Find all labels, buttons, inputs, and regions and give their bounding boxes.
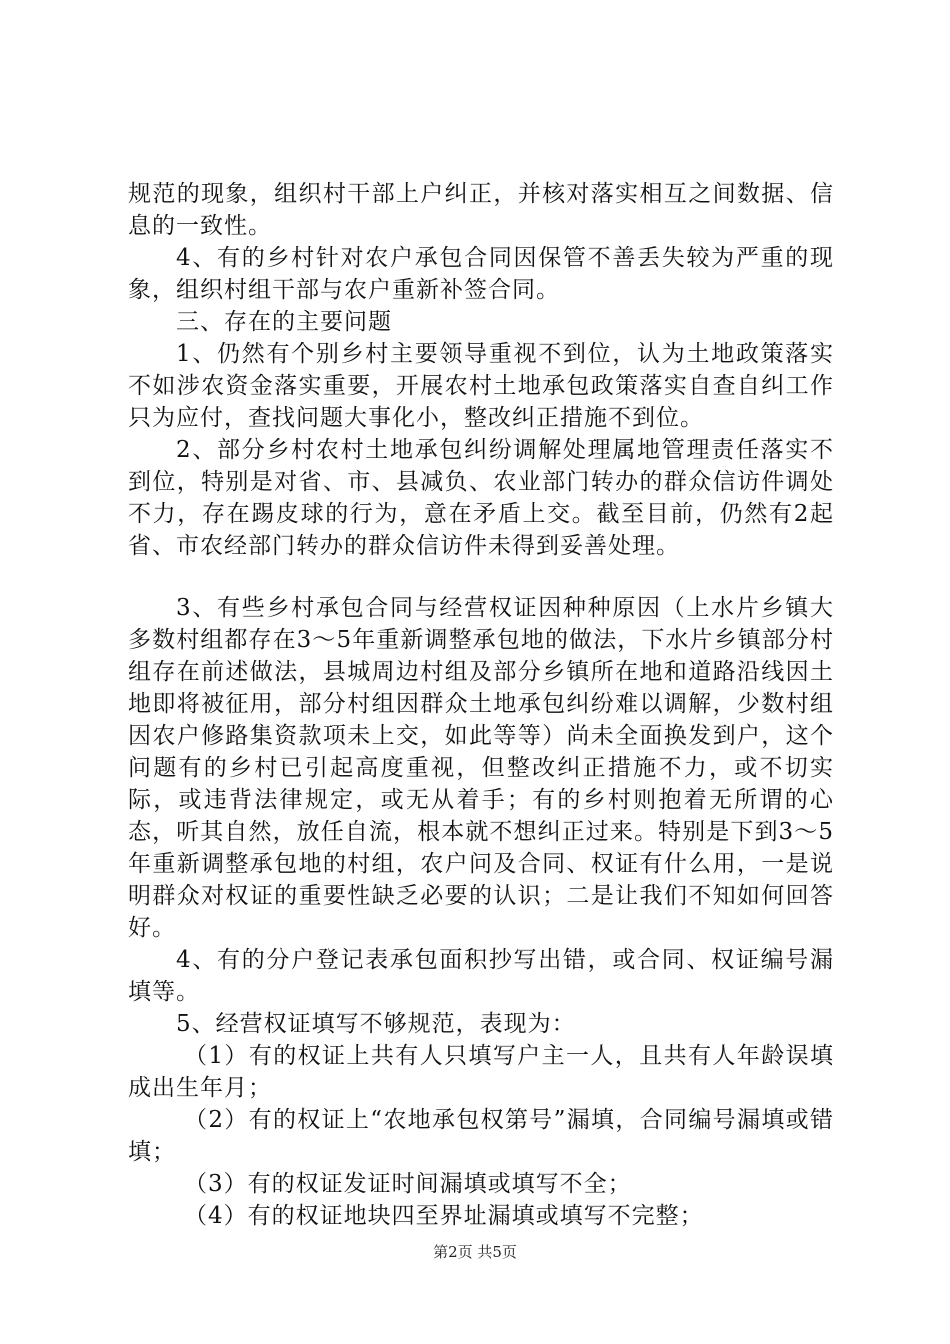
paragraph-item-4: 4、有的乡村针对农户承包合同因保管不善丢失较为严重的现象，组织村组干部与农户重新补签合同。 [128, 245, 834, 303]
problem-item-1: 1、仍然有个别乡村主要领导重视不到位，认为土地政策落实不如涉农资金落实重要，开展农村土地承包政策落实自查自纠工作只为应付，查找问题大事化小，整改纠正措施不到位。 [128, 341, 834, 431]
sub-item-1: （1）有的权证上共有人只填写户主一人，且共有人年龄误填成出生年月； [128, 1043, 834, 1101]
paragraph-continued: 规范的现象，组织村干部上户纠正，并核对落实相互之间数据、信息的一致性。 [128, 181, 834, 239]
problem-item-5: 5、经营权证填写不够规范，表现为： [176, 1011, 576, 1037]
sub-item-2: （2）有的权证上“农地承包权第号”漏填，合同编号漏填或错填； [128, 1107, 834, 1165]
problem-item-4: 4、有的分户登记表承包面积抄写出错，或合同、权证编号漏填等。 [128, 947, 834, 1005]
document-body [128, 178, 834, 1232]
sub-item-3: （3）有的权证发证时间漏填或填写不全； [184, 1171, 632, 1197]
problem-item-3: 3、有些乡村承包合同与经营权证因种种原因（上水片乡镇大多数村组都存在3～5年重新调整承包地的做法，下水片乡镇部分村组存在前述做法，县城周边村组及部分乡镇所在地和道路沿线因土地即将被征用，部分村组因群众土地承包纠纷难以调解，少数村组因农户修路集资款项未上交，如此等等）尚未全面换发到户，这个问题有的乡村已引起高度重视，但整改纠正措施不力，或不切实际，或违背法律规定，或无从着手；有的乡村则抱着无所谓的心态，听其自然，放任自流，根本就不想纠正过来。特别是下到3～5年重新调整承包地的村组，农户问及合同、权证有什么用，一是说明群众对权证的重要性缺乏必要的认识；二是让我们不知如何回答好。 [128, 595, 834, 941]
page-footer: 第2页 共5页 [433, 1243, 517, 1261]
sub-item-4: （4）有的权证地块四至界址漏填或填写不完整； [184, 1203, 704, 1229]
paragraph-gap [128, 562, 834, 592]
section-heading-3: 三、存在的主要问题 [176, 309, 392, 335]
problem-item-2: 2、部分乡村农村土地承包纠纷调解处理属地管理责任落实不到位，特别是对省、市、县减负、农业部门转办的群众信访件调处不力，存在踢皮球的行为，意在矛盾上交。截至目前，仍然有2起省、市农经部门转办的群众信访件未得到妥善处理。 [128, 437, 834, 559]
